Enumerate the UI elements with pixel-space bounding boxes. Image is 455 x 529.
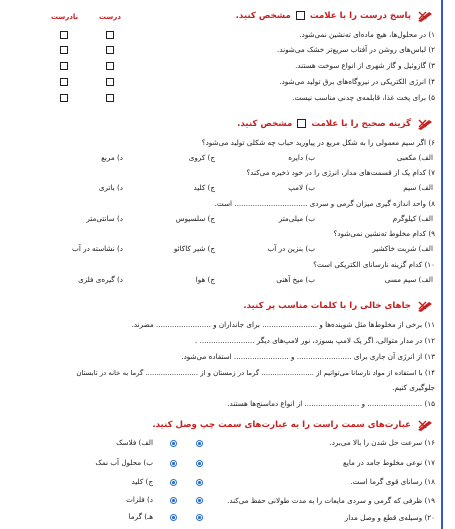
match-dot[interactable] bbox=[170, 440, 177, 447]
match-dot[interactable] bbox=[170, 514, 177, 521]
blank-item-14: ۱۴) با استفاده از مواد نارسانا می‌توانیم از ........................ گرما در زمستان و از ........................ گرما به خانه در تابستان bbox=[76, 369, 435, 377]
section-title-text: عبارت‌های سمت راست را به عبارت‌های سمت چپ وصل کنید. bbox=[152, 420, 411, 430]
pencil-x-icon bbox=[417, 419, 435, 431]
section-title-end: مشخص کنید. bbox=[235, 11, 291, 21]
match-dot[interactable] bbox=[170, 497, 177, 504]
question-8: ۸) واحد اندازه گیری میزان گرمی و سردی ................................ است. bbox=[214, 199, 435, 208]
option[interactable]: الف) شربت خاکشیر bbox=[372, 244, 433, 253]
question-10: ۱۰) کدام گزینه نارسانای الکتریکی است؟ bbox=[313, 260, 435, 269]
false-checkbox[interactable] bbox=[60, 46, 68, 54]
option[interactable]: الف) مکعبی bbox=[396, 153, 433, 162]
checkbox-sample-icon bbox=[296, 11, 305, 20]
match-dot[interactable] bbox=[170, 479, 177, 486]
blank-item-13: ۱۳) از انرژی آن جاری برای ........................ و ........................ استفاده می‌شود. bbox=[181, 352, 435, 361]
pencil-x-icon bbox=[417, 300, 435, 312]
match-left-16: ۱۶) سرعت حل شدن را بالا می‌برد. bbox=[329, 438, 435, 447]
option[interactable]: ب) لامپ bbox=[288, 183, 315, 192]
match-right-e: هـ) گرما bbox=[128, 512, 153, 521]
false-checkbox[interactable] bbox=[60, 94, 68, 102]
tf-item-3: ۳) گازوئیل و گاز شهری از انواع سوخت هستند. bbox=[295, 61, 435, 70]
tf-item-4: ۴) انرژی الکتریکی در نیروگاه‌های برق تولید می‌شود. bbox=[279, 77, 435, 86]
match-left-19: ۱۹) ظرفی که گرمی و سردی مایعات را به مدت طولانی حفظ می‌کند. bbox=[227, 496, 435, 505]
option[interactable]: د) باتری bbox=[98, 183, 123, 192]
pencil-x-icon bbox=[417, 118, 435, 130]
blank-item-15: ۱۵) ........................ و ........................ از انواع دماسنج‌ها هستند. bbox=[227, 399, 435, 408]
true-checkbox[interactable] bbox=[106, 62, 114, 70]
option[interactable]: الف) کیلوگرم bbox=[392, 214, 433, 223]
match-dot[interactable] bbox=[196, 497, 203, 504]
section-multiple-choice-title bbox=[237, 116, 435, 132]
question-7: ۷) کدام یک از قسمت‌های مدار، انرژی را در خود ذخیره می‌کند؟ bbox=[246, 168, 435, 177]
match-dot[interactable] bbox=[196, 514, 203, 521]
checkbox-sample-icon bbox=[297, 119, 306, 128]
false-checkbox[interactable] bbox=[60, 31, 68, 39]
option[interactable]: د) گیره‌ی فلزی bbox=[78, 275, 123, 284]
section-fill-blank-title bbox=[243, 298, 435, 314]
option[interactable]: د) مربع bbox=[101, 153, 123, 162]
option[interactable]: ب) دایره bbox=[288, 153, 315, 162]
option[interactable]: ج) کروی bbox=[188, 153, 215, 162]
tf-item-5: ۵) برای پخت غذا، قابلمه‌ی چدنی مناسب نیست. bbox=[292, 93, 435, 102]
question-6: ۶) اگر سیم معمولی را به شکل مربع در پیاورید حباب چه شکلی تولید می‌شود؟ bbox=[201, 138, 435, 147]
blank-item-11: ۱۱) برخی از مخلوط‌ها مثل شوینده‌ها و ........................ برای جانداران و ........................ مضرند. bbox=[131, 320, 435, 329]
option[interactable]: ج) کلید bbox=[193, 183, 215, 192]
false-checkbox[interactable] bbox=[60, 62, 68, 70]
true-checkbox[interactable] bbox=[106, 31, 114, 39]
match-left-17: ۱۷) نوعی مخلوط جامد در مایع bbox=[343, 458, 435, 467]
option[interactable]: ب) میخ آهنی bbox=[276, 275, 315, 284]
option[interactable]: الف) سیم bbox=[403, 183, 433, 192]
tf-item-1: ۱) در محلول‌ها، هیچ ماده‌ای ته‌نشین نمی‌شود. bbox=[299, 30, 435, 39]
match-right-c: ج) کلید bbox=[131, 477, 153, 486]
match-left-18: ۱۸) رسانای قوی گرما است. bbox=[350, 477, 435, 486]
true-checkbox[interactable] bbox=[106, 78, 114, 86]
column-false-label: نادرست bbox=[51, 13, 79, 21]
option[interactable]: د) سانتی‌متر bbox=[86, 214, 123, 223]
match-dot[interactable] bbox=[170, 460, 177, 467]
match-right-a: الف) فلاسک bbox=[116, 438, 153, 447]
section-title-text: گزینه صحیح را با علامت bbox=[311, 119, 411, 129]
match-dot[interactable] bbox=[196, 440, 203, 447]
option[interactable]: ب) میلی‌متر bbox=[278, 214, 315, 223]
option[interactable]: ج) شیر کاکائو bbox=[173, 244, 215, 253]
section-title-end: مشخص کنید. bbox=[237, 119, 293, 129]
match-left-20: ۲۰) وسیله‌ی قطع و وصل مدار bbox=[344, 513, 435, 522]
option[interactable]: د) نشاسته در آب bbox=[72, 244, 123, 253]
blank-item-12: ۱۲) در مدار متوالی، اگر یک لامپ بسوزد، نور لامپ‌های دیگر ........................ . bbox=[195, 336, 435, 345]
question-9: ۹) کدام مخلوط ته‌نشین نمی‌شود؟ bbox=[333, 229, 435, 238]
section-title-text: جاهای خالی را با کلمات مناسب پر کنید. bbox=[243, 301, 411, 311]
page-border-rule bbox=[441, 0, 443, 529]
tf-item-2: ۲) لباس‌های روشن در آفتاب سریع‌تر خشک می‌شوند. bbox=[277, 45, 435, 54]
match-dot[interactable] bbox=[196, 479, 203, 486]
match-right-d: د) فلزات bbox=[126, 495, 153, 504]
true-checkbox[interactable] bbox=[106, 94, 114, 102]
option[interactable]: ب) بنزین در آب bbox=[267, 244, 315, 253]
section-title-text: پاسخ درست را با علامت bbox=[309, 11, 411, 21]
option[interactable]: الف) سیم مسی bbox=[384, 275, 433, 284]
pencil-x-icon bbox=[417, 10, 435, 22]
section-matching-title bbox=[152, 417, 435, 433]
blank-item-14-cont: جلوگیری کنیم. bbox=[392, 383, 435, 392]
option[interactable]: ج) هوا bbox=[195, 275, 215, 284]
match-right-b: ب) محلول آب نمک bbox=[95, 458, 153, 467]
option[interactable]: ج) سلسیوس bbox=[175, 214, 215, 223]
false-checkbox[interactable] bbox=[60, 78, 68, 86]
true-checkbox[interactable] bbox=[106, 46, 114, 54]
column-true-label: درست bbox=[99, 13, 121, 21]
match-dot[interactable] bbox=[196, 460, 203, 467]
section-true-false-title bbox=[236, 8, 435, 24]
